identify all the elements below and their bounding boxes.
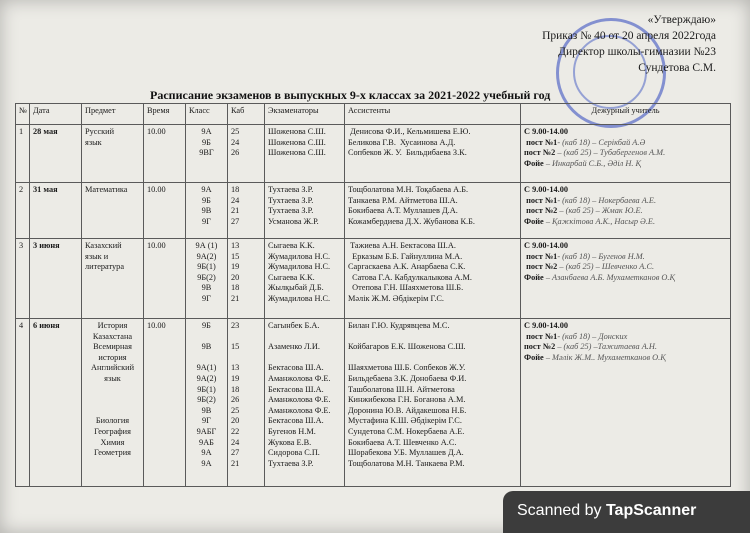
- exam-schedule-table: [15, 103, 731, 487]
- cell-time: 10.00: [144, 125, 186, 183]
- post-1-room: - (каб 18): [557, 251, 591, 261]
- table-row: [16, 125, 731, 183]
- duty-time: С 9.00-14.00: [524, 241, 569, 250]
- cell-num: 1: [16, 125, 30, 183]
- watermark-text: [517, 502, 696, 520]
- cell-num: 2: [16, 183, 30, 239]
- approval-order: Приказ № 40 от 20 апреля 2022года: [542, 30, 716, 42]
- cell-num: 3: [16, 239, 30, 319]
- cell-subject: Математика: [82, 183, 144, 239]
- post-1-room: - (каб 18): [557, 137, 591, 147]
- foyer-label: Фойе: [524, 272, 544, 282]
- cell-subject: Казахский язык и литература: [82, 239, 144, 319]
- cell-examiners: Сыгаева К.К. Жумадилова Н.С. Жумадилова Н.С. Сыгаева К.К. Жылқыбай Д.Б. Жумадилова Н.С.: [265, 239, 345, 319]
- cell-duty: [521, 125, 731, 183]
- table-header-row: [16, 104, 731, 125]
- cell-class: 9Б 9В 9А(1) 9А(2) 9Б(1) 9Б(2) 9В 9Г 9АБГ 9АБ 9А 9А: [186, 319, 228, 487]
- foyer-label: Фойе: [524, 158, 544, 168]
- cell-class: 9А (1) 9А(2) 9Б(1) 9Б(2) 9В 9Г: [186, 239, 228, 319]
- approval-heading: «Утверждаю»: [647, 14, 716, 26]
- cell-room: 18 24 21 27: [228, 183, 265, 239]
- duty-post-1: [524, 196, 727, 207]
- post-1-names: – Нокербаева А.Е.: [590, 195, 657, 205]
- cell-class: 9А 9Б 9В 9Г: [186, 183, 228, 239]
- duty-post-2: [524, 206, 727, 217]
- post-1-room: - (каб 18): [557, 195, 591, 205]
- duty-time: С 9.00-14.00: [524, 185, 569, 194]
- duty-time: С 9.00-14.00: [524, 321, 569, 330]
- cell-assistants: Тощболатова М.Н. Тоқабаева А.Б. Танкаева Р.М. Айтметова Ш.А. Бокибаева А.Т. Муллашев Д.А. Кожамбердиева Д.Х. Жубанова К.Б.: [345, 183, 521, 239]
- post-2-names: – Шевченко А.С.: [593, 262, 655, 272]
- cell-num: 4: [16, 319, 30, 487]
- foyer-label: Фойе: [524, 216, 544, 226]
- foyer-names: – Қажкітова А.К., Насыр Ә.Е.: [543, 216, 656, 226]
- post-1-label: пост №1: [526, 251, 558, 261]
- header-time: Время: [144, 104, 186, 125]
- post-2-room: – (каб 25): [557, 262, 594, 272]
- cell-time: 10.00: [144, 319, 186, 487]
- duty-post-1: [524, 138, 727, 149]
- post-1-names: – Донских: [590, 331, 628, 341]
- header-room: Каб: [228, 104, 265, 125]
- cell-examiners: Сагынбек Б.А. Азаменко Л.И. Бектасова Ш.А. Аманжолова Ф.Е. Бектасова Ш.А. Аманжолова Ф.Е. Аманжолова Ф.Е. Бектасова Ш.А. Бугенов Н.М. Жукова Е.В. Сидорова С.П. Тухтаева З.Р.: [265, 319, 345, 487]
- foyer-label: Фойе: [524, 352, 544, 362]
- header-num: №: [16, 104, 30, 125]
- foyer-names: – Азанбаева А.Б. Мухаметканов О.Қ: [543, 272, 675, 282]
- post-2-label: пост №2: [524, 342, 556, 352]
- post-1-room: - (каб 18): [557, 331, 591, 341]
- header-assistants: Ассистенты: [345, 104, 521, 125]
- cell-date: 6 июня: [30, 319, 82, 487]
- cell-room: 25 24 26: [228, 125, 265, 183]
- header-subject: Предмет: [82, 104, 144, 125]
- table-row: [16, 239, 731, 319]
- scanner-watermark: [503, 491, 750, 533]
- table-row: [16, 319, 731, 487]
- foyer-names: – Инкарбай С.Б., Әділ Н. Қ: [543, 158, 642, 168]
- post-2-room: – (каб 25): [557, 206, 594, 216]
- approval-director-name: Сундетова С.М.: [638, 62, 716, 74]
- duty-post-2: [524, 148, 727, 159]
- post-2-names: – Тубабергенов А.М.: [591, 148, 666, 158]
- post-2-label: пост №2: [524, 148, 556, 158]
- cell-assistants: Билан Г.Ю. Кудрявцева М.С. Койбагаров Е.К. Шоженова С.Ш. Шаяхметова Ш.Б. Сопбеков Ж.У. Бильдебаева З.К. Донобаева Ф.И. Ташболатова Ш.Н. Айтметова Кинжибекова Г.Н. Боганова А.М. Доронина Ю.В. Айдакешова Н.Б. Мустафина К.Ш. Әбдікерім Г.С. Сундетова С.М. Нокербаева А.Е. Бокибаева А.Т. Шевченко А.С. Шорабекова У.Б. Муллашев Д.А. Тощболатова М.Н. Танкаева Р.М.: [345, 319, 521, 487]
- duty-post-2: [524, 342, 727, 353]
- post-1-names: – Бугенов Н.М.: [590, 251, 645, 261]
- cell-duty: [521, 239, 731, 319]
- header-duty: Дежурный учитель: [521, 104, 731, 125]
- header-class: Класс: [186, 104, 228, 125]
- header-examiners: Экзаменаторы: [265, 104, 345, 125]
- cell-time: 10.00: [144, 239, 186, 319]
- header-date: Дата: [30, 104, 82, 125]
- cell-examiners: Тухтаева З.Р. Тухтаева З.Р. Тухтаева З.Р. Усманова Ж.Р.: [265, 183, 345, 239]
- cell-duty: [521, 183, 731, 239]
- duty-post-1: [524, 332, 727, 343]
- cell-subject: Русский язык: [82, 125, 144, 183]
- cell-duty: [521, 319, 731, 487]
- post-2-room: – (каб 25): [555, 342, 592, 352]
- cell-assistants: Тажиева А.Н. Бектасова Ш.А. Ерказым Б.Б. Гайнуллина М.А. Саргаскаева А.К. Анарбаева С.К. Сатова Г.А. Кабдулкалыкова А.М. Отепова Г.Н. Шаяхметова Ш.Б. Мәлік Ж.М. Әбдікерім Г.С.: [345, 239, 521, 319]
- cell-examiners: Шоженова С.Ш. Шоженова С.Ш. Шоженова С.Ш.: [265, 125, 345, 183]
- duty-foyer: [524, 217, 727, 228]
- watermark-prefix: Scanned by: [517, 502, 606, 519]
- cell-subject: История Казахстана Всемирная история Английский язык Биология География Химия Геометрия: [82, 319, 144, 487]
- cell-date: 28 мая: [30, 125, 82, 183]
- table-row: [16, 183, 731, 239]
- cell-time: 10.00: [144, 183, 186, 239]
- duty-foyer: [524, 353, 727, 364]
- cell-class: 9А 9Б 9ВГ: [186, 125, 228, 183]
- post-2-label: пост №2: [526, 262, 558, 272]
- watermark-brand: TapScanner: [605, 502, 697, 519]
- duty-foyer: [524, 159, 727, 170]
- cell-assistants: Денисова Ф.И., Кельмишева Е.Ю. Беликова Г.В. Хусаинова А.Д. Сопбеков Ж. У. Бильдибаева З.К.: [345, 125, 521, 183]
- post-2-names: –Тажитаева А.Н.: [591, 342, 657, 352]
- post-1-label: пост №1: [526, 137, 558, 147]
- duty-time: С 9.00-14.00: [524, 127, 569, 136]
- cell-room: 13 15 19 20 18 21: [228, 239, 265, 319]
- duty-post-2: [524, 262, 727, 273]
- post-1-names: – Серікбай А.Ә: [590, 137, 646, 147]
- post-1-label: пост №1: [526, 331, 558, 341]
- cell-date: 31 мая: [30, 183, 82, 239]
- duty-post-1: [524, 252, 727, 263]
- post-2-room: – (каб 25): [555, 148, 592, 158]
- approval-director-title: Директор школы-гимназии №23: [558, 46, 716, 58]
- cell-room: 23 15 13 19 18 26 25 20 22 24 27 21: [228, 319, 265, 487]
- duty-foyer: [524, 273, 727, 284]
- document-title: Расписание экзаменов в выпускных 9-х классах за 2021-2022 учебный год: [150, 88, 551, 102]
- post-2-names: – Жмак Ю.Е.: [593, 206, 643, 216]
- cell-date: 3 июня: [30, 239, 82, 319]
- post-1-label: пост №1: [526, 195, 558, 205]
- foyer-names: – Мәлік Ж.М.. Мухаметканов О.Қ: [543, 352, 666, 362]
- post-2-label: пост №2: [526, 206, 558, 216]
- approval-block: [456, 12, 716, 76]
